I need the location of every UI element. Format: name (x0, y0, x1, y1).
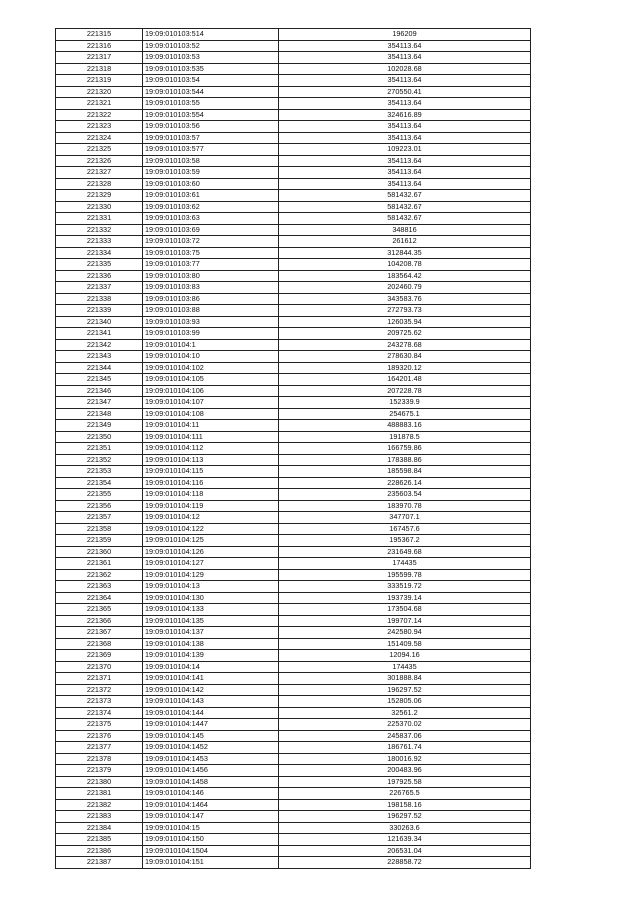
cadastral-value-cell: 347707.1 (279, 512, 531, 524)
table-row (56, 500, 531, 512)
cadastral-number-cell: 19:09:010103:514 (143, 29, 279, 41)
row-id-cell: 221374 (56, 707, 143, 719)
cadastral-value-cell: 343583.76 (279, 293, 531, 305)
table-row (56, 788, 531, 800)
cadastral-value-cell: 196297.52 (279, 811, 531, 823)
cadastral-value-cell: 180016.92 (279, 753, 531, 765)
cadastral-value-cell: 354113.64 (279, 52, 531, 64)
table-row (56, 845, 531, 857)
cadastral-number-cell: 19:09:010104:126 (143, 546, 279, 558)
cadastral-number-cell: 19:09:010104:12 (143, 512, 279, 524)
cadastral-value-cell: 178388.86 (279, 454, 531, 466)
cadastral-value-cell: 354113.64 (279, 167, 531, 179)
table-row (56, 98, 531, 110)
cadastral-value-cell: 272793.73 (279, 305, 531, 317)
cadastral-value-cell: 312844.35 (279, 247, 531, 259)
cadastral-value-cell: 109223.01 (279, 144, 531, 156)
cadastral-number-cell: 19:09:010104:150 (143, 834, 279, 846)
row-id-cell: 221369 (56, 650, 143, 662)
cadastral-value-cell: 196209 (279, 29, 531, 41)
cadastral-value-cell: 261612 (279, 236, 531, 248)
row-id-cell: 221330 (56, 201, 143, 213)
table-row (56, 213, 531, 225)
cadastral-number-cell: 19:09:010104:15 (143, 822, 279, 834)
row-id-cell: 221323 (56, 121, 143, 133)
cadastral-value-cell: 164201.48 (279, 374, 531, 386)
cadastral-value-cell: 228858.72 (279, 857, 531, 869)
table-row (56, 167, 531, 179)
cadastral-number-cell: 19:09:010104:127 (143, 558, 279, 570)
cadastral-number-cell: 19:09:010104:107 (143, 397, 279, 409)
row-id-cell: 221341 (56, 328, 143, 340)
cadastral-number-cell: 19:09:010104:1453 (143, 753, 279, 765)
row-id-cell: 221338 (56, 293, 143, 305)
cadastral-value-cell: 243278.68 (279, 339, 531, 351)
cadastral-value-cell: 581432.67 (279, 213, 531, 225)
row-id-cell: 221364 (56, 592, 143, 604)
cadastral-number-cell: 19:09:010103:535 (143, 63, 279, 75)
row-id-cell: 221315 (56, 29, 143, 41)
table-row (56, 420, 531, 432)
table-row (56, 857, 531, 869)
cadastral-value-cell: 206531.04 (279, 845, 531, 857)
cadastral-value-cell: 195367.2 (279, 535, 531, 547)
cadastral-number-cell: 19:09:010104:141 (143, 673, 279, 685)
cadastral-value-cell: 581432.67 (279, 201, 531, 213)
row-id-cell: 221384 (56, 822, 143, 834)
table-row (56, 707, 531, 719)
table-row (56, 753, 531, 765)
cadastral-number-cell: 19:09:010103:544 (143, 86, 279, 98)
row-id-cell: 221357 (56, 512, 143, 524)
cadastral-value-cell: 354113.64 (279, 121, 531, 133)
cadastral-value-cell: 354113.64 (279, 40, 531, 52)
table-row (56, 282, 531, 294)
table-row (56, 397, 531, 409)
row-id-cell: 221351 (56, 443, 143, 455)
cadastral-value-cell: 102028.68 (279, 63, 531, 75)
cadastral-number-cell: 19:09:010104:115 (143, 466, 279, 478)
row-id-cell: 221382 (56, 799, 143, 811)
cadastral-value-cell: 354113.64 (279, 155, 531, 167)
cadastral-value-cell: 209725.62 (279, 328, 531, 340)
table-row (56, 546, 531, 558)
table-row (56, 661, 531, 673)
cadastral-value-cell: 198158.16 (279, 799, 531, 811)
row-id-cell: 221377 (56, 742, 143, 754)
cadastral-value-cell: 185598.84 (279, 466, 531, 478)
table-row (56, 535, 531, 547)
row-id-cell: 221333 (56, 236, 143, 248)
row-id-cell: 221335 (56, 259, 143, 271)
table-row (56, 592, 531, 604)
cadastral-value-cell: 254675.1 (279, 408, 531, 420)
table-row (56, 29, 531, 41)
cadastral-value-cell: 12094.16 (279, 650, 531, 662)
cadastral-number-cell: 19:09:010103:62 (143, 201, 279, 213)
cadastral-number-cell: 19:09:010103:55 (143, 98, 279, 110)
cadastral-number-cell: 19:09:010103:88 (143, 305, 279, 317)
cadastral-value-cell: 301888.84 (279, 673, 531, 685)
row-id-cell: 221376 (56, 730, 143, 742)
cadastral-number-cell: 19:09:010103:577 (143, 144, 279, 156)
cadastral-value-cell: 354113.64 (279, 132, 531, 144)
row-id-cell: 221356 (56, 500, 143, 512)
cadastral-value-cell: 167457.6 (279, 523, 531, 535)
row-id-cell: 221325 (56, 144, 143, 156)
row-id-cell: 221387 (56, 857, 143, 869)
cadastral-number-cell: 19:09:010104:142 (143, 684, 279, 696)
cadastral-number-cell: 19:09:010103:72 (143, 236, 279, 248)
cadastral-number-cell: 19:09:010103:80 (143, 270, 279, 282)
row-id-cell: 221372 (56, 684, 143, 696)
row-id-cell: 221370 (56, 661, 143, 673)
cadastral-value-cell: 196297.52 (279, 684, 531, 696)
row-id-cell: 221353 (56, 466, 143, 478)
table-row (56, 454, 531, 466)
cadastral-value-cell: 195599.78 (279, 569, 531, 581)
row-id-cell: 221365 (56, 604, 143, 616)
table-row (56, 408, 531, 420)
table-row (56, 569, 531, 581)
cadastral-number-cell: 19:09:010104:118 (143, 489, 279, 501)
cadastral-number-cell: 19:09:010104:119 (143, 500, 279, 512)
cadastral-value-cell: 199707.14 (279, 615, 531, 627)
cadastral-value-cell: 235603.54 (279, 489, 531, 501)
cadastral-value-cell: 174435 (279, 558, 531, 570)
cadastral-value-cell: 152805.06 (279, 696, 531, 708)
table-row (56, 132, 531, 144)
table-row (56, 305, 531, 317)
table-row (56, 466, 531, 478)
table-row (56, 224, 531, 236)
cadastral-number-cell: 19:09:010104:147 (143, 811, 279, 823)
cadastral-number-cell: 19:09:010104:10 (143, 351, 279, 363)
cadastral-number-cell: 19:09:010104:1 (143, 339, 279, 351)
row-id-cell: 221336 (56, 270, 143, 282)
cadastral-value-cell: 270550.41 (279, 86, 531, 98)
cadastral-number-cell: 19:09:010103:63 (143, 213, 279, 225)
table-row (56, 201, 531, 213)
cadastral-number-cell: 19:09:010103:57 (143, 132, 279, 144)
cadastral-number-cell: 19:09:010103:86 (143, 293, 279, 305)
table-row (56, 86, 531, 98)
table-row (56, 730, 531, 742)
row-id-cell: 221379 (56, 765, 143, 777)
cadastral-number-cell: 19:09:010103:77 (143, 259, 279, 271)
row-id-cell: 221371 (56, 673, 143, 685)
table-row (56, 581, 531, 593)
cadastral-number-cell: 19:09:010103:83 (143, 282, 279, 294)
cadastral-number-cell: 19:09:010104:1464 (143, 799, 279, 811)
cadastral-value-cell: 200483.96 (279, 765, 531, 777)
cadastral-number-cell: 19:09:010104:122 (143, 523, 279, 535)
table-row (56, 719, 531, 731)
row-id-cell: 221347 (56, 397, 143, 409)
cadastral-number-cell: 19:09:010103:53 (143, 52, 279, 64)
table-row (56, 834, 531, 846)
table-row (56, 512, 531, 524)
table-row (56, 293, 531, 305)
cadastral-number-cell: 19:09:010103:54 (143, 75, 279, 87)
cadastral-number-cell: 19:09:010104:14 (143, 661, 279, 673)
cadastral-number-cell: 19:09:010104:105 (143, 374, 279, 386)
cadastral-value-cell: 324616.89 (279, 109, 531, 121)
row-id-cell: 221350 (56, 431, 143, 443)
table-row (56, 627, 531, 639)
table-row (56, 615, 531, 627)
row-id-cell: 221359 (56, 535, 143, 547)
table-row (56, 385, 531, 397)
cadastral-number-cell: 19:09:010103:58 (143, 155, 279, 167)
cadastral-value-cell: 348816 (279, 224, 531, 236)
row-id-cell: 221381 (56, 788, 143, 800)
cadastral-number-cell: 19:09:010104:1447 (143, 719, 279, 731)
cadastral-number-cell: 19:09:010104:112 (143, 443, 279, 455)
row-id-cell: 221328 (56, 178, 143, 190)
table-row (56, 673, 531, 685)
cadastral-value-cell: 228626.14 (279, 477, 531, 489)
row-id-cell: 221366 (56, 615, 143, 627)
cadastral-number-cell: 19:09:010104:125 (143, 535, 279, 547)
row-id-cell: 221385 (56, 834, 143, 846)
row-id-cell: 221322 (56, 109, 143, 121)
table-row (56, 558, 531, 570)
cadastral-value-cell: 197925.58 (279, 776, 531, 788)
table-row (56, 328, 531, 340)
table-row (56, 339, 531, 351)
table-row (56, 178, 531, 190)
row-id-cell: 221339 (56, 305, 143, 317)
row-id-cell: 221361 (56, 558, 143, 570)
row-id-cell: 221331 (56, 213, 143, 225)
cadastral-value-cell: 174435 (279, 661, 531, 673)
row-id-cell: 221373 (56, 696, 143, 708)
cadastral-number-cell: 19:09:010104:135 (143, 615, 279, 627)
cadastral-value-cell: 191878.5 (279, 431, 531, 443)
cadastral-value-cell: 242580.94 (279, 627, 531, 639)
cadastral-number-cell: 19:09:010104:133 (143, 604, 279, 616)
table-row (56, 822, 531, 834)
cadastral-number-cell: 19:09:010104:151 (143, 857, 279, 869)
cadastral-number-cell: 19:09:010104:146 (143, 788, 279, 800)
row-id-cell: 221340 (56, 316, 143, 328)
row-id-cell: 221354 (56, 477, 143, 489)
row-id-cell: 221368 (56, 638, 143, 650)
cadastral-number-cell: 19:09:010103:69 (143, 224, 279, 236)
row-id-cell: 221334 (56, 247, 143, 259)
table-row (56, 259, 531, 271)
table-row (56, 696, 531, 708)
cadastral-value-cell: 183970.78 (279, 500, 531, 512)
table-row (56, 604, 531, 616)
cadastral-number-cell: 19:09:010104:106 (143, 385, 279, 397)
table-row (56, 811, 531, 823)
cadastral-number-cell: 19:09:010104:1456 (143, 765, 279, 777)
cadastral-number-cell: 19:09:010104:13 (143, 581, 279, 593)
row-id-cell: 221346 (56, 385, 143, 397)
cadastral-number-cell: 19:09:010104:11 (143, 420, 279, 432)
cadastral-value-cell: 354113.64 (279, 75, 531, 87)
table-row (56, 362, 531, 374)
row-id-cell: 221342 (56, 339, 143, 351)
table-row (56, 443, 531, 455)
cadastral-value-cell: 330263.6 (279, 822, 531, 834)
cadastral-value-cell: 152339.9 (279, 397, 531, 409)
table-row (56, 52, 531, 64)
row-id-cell: 221358 (56, 523, 143, 535)
cadastral-number-cell: 19:09:010104:111 (143, 431, 279, 443)
row-id-cell: 221343 (56, 351, 143, 363)
cadastral-value-cell: 183564.42 (279, 270, 531, 282)
row-id-cell: 221327 (56, 167, 143, 179)
row-id-cell: 221320 (56, 86, 143, 98)
cadastral-number-cell: 19:09:010104:137 (143, 627, 279, 639)
cadastral-number-cell: 19:09:010104:116 (143, 477, 279, 489)
cadastral-value-cell: 354113.64 (279, 178, 531, 190)
cadastral-value-cell: 193739.14 (279, 592, 531, 604)
table-row (56, 523, 531, 535)
cadastral-number-cell: 19:09:010103:52 (143, 40, 279, 52)
table-row (56, 684, 531, 696)
cadastral-number-cell: 19:09:010104:102 (143, 362, 279, 374)
row-id-cell: 221317 (56, 52, 143, 64)
cadastral-number-cell: 19:09:010104:143 (143, 696, 279, 708)
cadastral-number-cell: 19:09:010104:130 (143, 592, 279, 604)
table-row (56, 121, 531, 133)
table-row (56, 247, 531, 259)
table-row (56, 270, 531, 282)
cadastral-number-cell: 19:09:010104:129 (143, 569, 279, 581)
row-id-cell: 221319 (56, 75, 143, 87)
cadastral-value-cell: 278630.84 (279, 351, 531, 363)
cadastral-number-cell: 19:09:010104:108 (143, 408, 279, 420)
cadastral-value-cell: 245837.06 (279, 730, 531, 742)
cadastral-number-cell: 19:09:010104:144 (143, 707, 279, 719)
cadastral-value-cell: 488883.16 (279, 420, 531, 432)
cadastral-number-cell: 19:09:010103:93 (143, 316, 279, 328)
cadastral-value-cell: 173504.68 (279, 604, 531, 616)
table-row (56, 638, 531, 650)
row-id-cell: 221367 (56, 627, 143, 639)
row-id-cell: 221360 (56, 546, 143, 558)
table-row (56, 144, 531, 156)
cadastral-value-cell: 333519.72 (279, 581, 531, 593)
table-row (56, 650, 531, 662)
row-id-cell: 221318 (56, 63, 143, 75)
cadastral-number-cell: 19:09:010104:113 (143, 454, 279, 466)
row-id-cell: 221345 (56, 374, 143, 386)
cadastral-value-cell: 121639.34 (279, 834, 531, 846)
cadastral-value-cell: 186761.74 (279, 742, 531, 754)
cadastral-value-cell: 151409.58 (279, 638, 531, 650)
cadastral-value-cell: 207228.78 (279, 385, 531, 397)
row-id-cell: 221321 (56, 98, 143, 110)
cadastral-number-cell: 19:09:010104:1458 (143, 776, 279, 788)
row-id-cell: 221332 (56, 224, 143, 236)
cadastral-value-cell: 126035.94 (279, 316, 531, 328)
row-id-cell: 221378 (56, 753, 143, 765)
row-id-cell: 221349 (56, 420, 143, 432)
row-id-cell: 221362 (56, 569, 143, 581)
row-id-cell: 221337 (56, 282, 143, 294)
cadastral-value-cell: 104208.78 (279, 259, 531, 271)
cadastral-number-cell: 19:09:010103:75 (143, 247, 279, 259)
row-id-cell: 221316 (56, 40, 143, 52)
table-row (56, 477, 531, 489)
row-id-cell: 221355 (56, 489, 143, 501)
table-row (56, 155, 531, 167)
table-row (56, 489, 531, 501)
cadastral-number-cell: 19:09:010104:1504 (143, 845, 279, 857)
cadastral-value-cell: 231649.68 (279, 546, 531, 558)
table-row (56, 742, 531, 754)
cadastral-number-cell: 19:09:010104:138 (143, 638, 279, 650)
cadastral-number-cell: 19:09:010103:61 (143, 190, 279, 202)
cadastral-value-cell: 354113.64 (279, 98, 531, 110)
row-id-cell: 221344 (56, 362, 143, 374)
table-row (56, 316, 531, 328)
row-id-cell: 221380 (56, 776, 143, 788)
table-row (56, 799, 531, 811)
table-body (56, 29, 531, 869)
table-row (56, 351, 531, 363)
cadastral-value-cell: 226765.5 (279, 788, 531, 800)
cadastral-value-cell: 166759.86 (279, 443, 531, 455)
row-id-cell: 221352 (56, 454, 143, 466)
cadastral-number-cell: 19:09:010103:554 (143, 109, 279, 121)
table-row (56, 776, 531, 788)
row-id-cell: 221363 (56, 581, 143, 593)
table-row (56, 63, 531, 75)
cadastral-number-cell: 19:09:010103:56 (143, 121, 279, 133)
row-id-cell: 221326 (56, 155, 143, 167)
table-row (56, 40, 531, 52)
cadastral-number-cell: 19:09:010104:145 (143, 730, 279, 742)
table-row (56, 765, 531, 777)
row-id-cell: 221329 (56, 190, 143, 202)
row-id-cell: 221383 (56, 811, 143, 823)
row-id-cell: 221375 (56, 719, 143, 731)
row-id-cell: 221348 (56, 408, 143, 420)
row-id-cell: 221386 (56, 845, 143, 857)
cadastral-number-cell: 19:09:010103:99 (143, 328, 279, 340)
cadastral-value-cell: 32561.2 (279, 707, 531, 719)
row-id-cell: 221324 (56, 132, 143, 144)
cadastral-number-cell: 19:09:010103:59 (143, 167, 279, 179)
cadastral-number-cell: 19:09:010104:1452 (143, 742, 279, 754)
cadastral-value-cell: 581432.67 (279, 190, 531, 202)
cadastral-value-cell: 189320.12 (279, 362, 531, 374)
table-row (56, 75, 531, 87)
table-row (56, 431, 531, 443)
cadastral-value-cell: 202460.79 (279, 282, 531, 294)
table-row (56, 374, 531, 386)
cadastral-number-cell: 19:09:010104:139 (143, 650, 279, 662)
table-row (56, 109, 531, 121)
cadastral-value-cell: 225370.02 (279, 719, 531, 731)
table-row (56, 190, 531, 202)
cadastral-number-cell: 19:09:010103:60 (143, 178, 279, 190)
table-row (56, 236, 531, 248)
cadastral-value-table (55, 28, 531, 869)
